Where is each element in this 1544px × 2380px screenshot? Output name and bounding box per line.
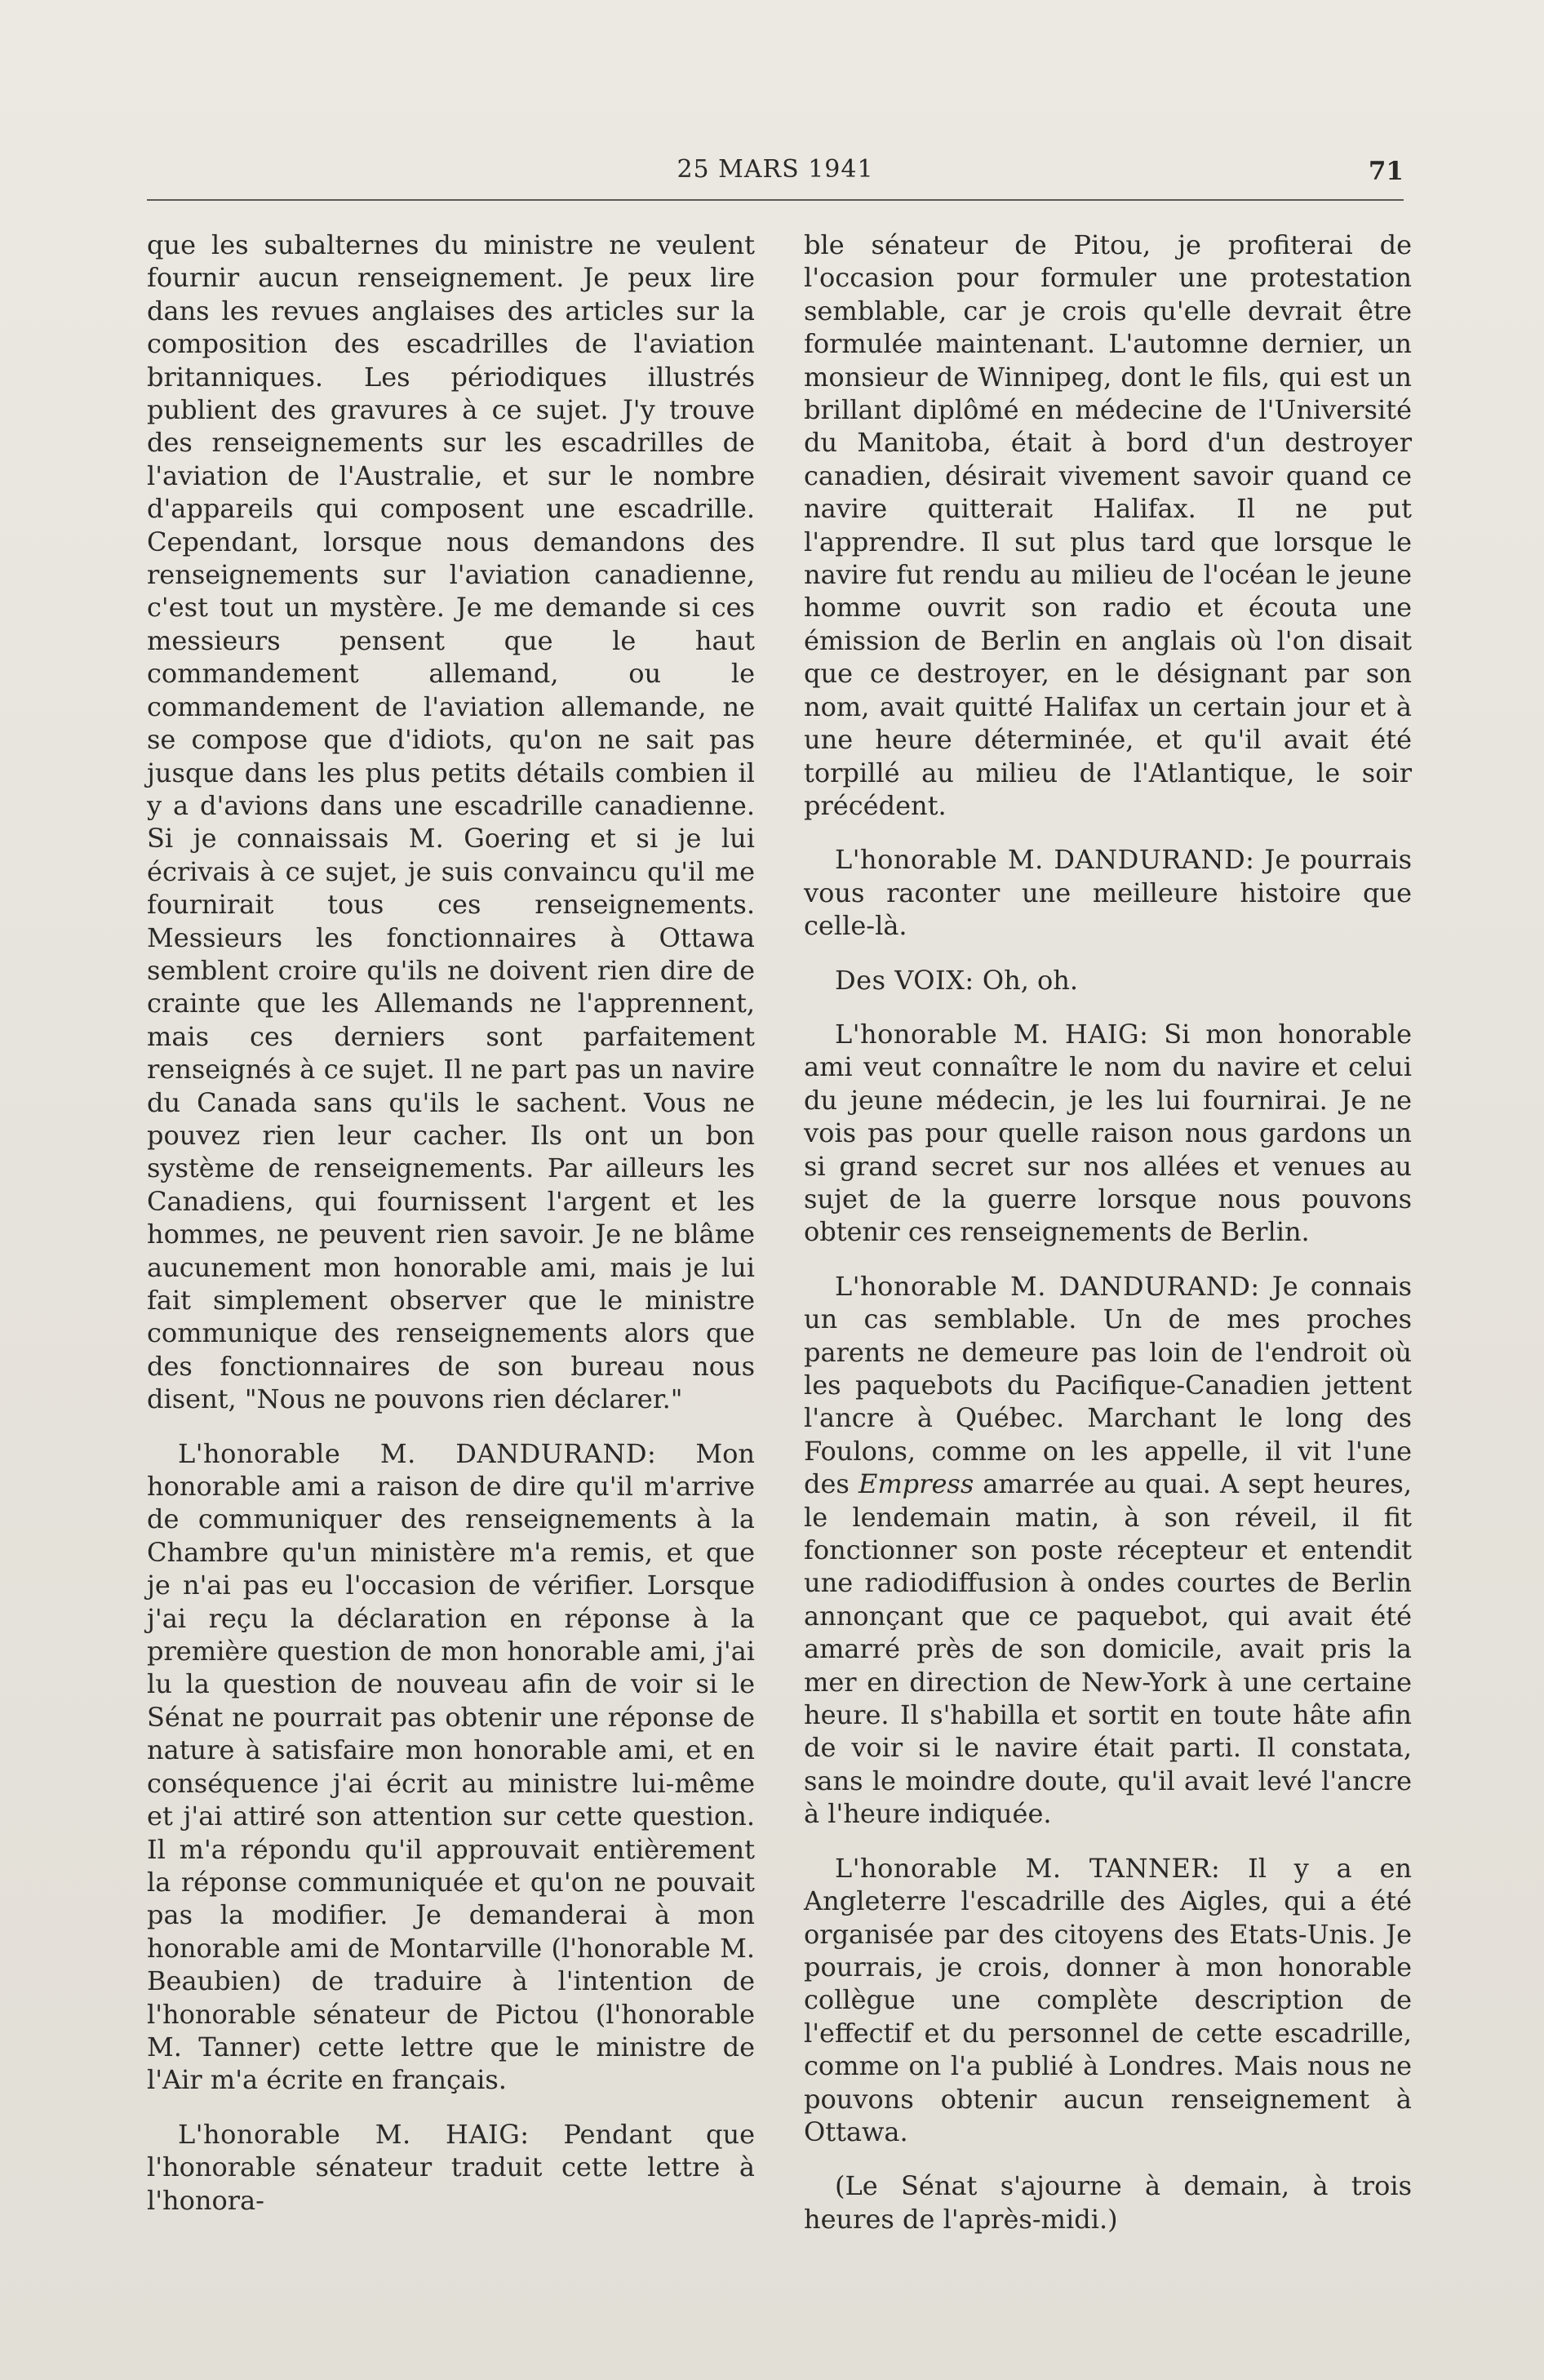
paragraph (804, 964, 1412, 997)
speech-text: Mon honorable ami a raison de dire qu'il m'arrive de communiquer des renseignements à la Chambre qu'un ministère m'a remis, et que je n'ai pas eu l'occasion de vérifier. Lorsque j'ai reçu la déclaration en réponse à la première question de mon honorable ami, j'ai lu la question de nouveau afin de voir si le Sénat ne pourrait pas obtenir une réponse de nature à satisfaire mon honorable ami, et en conséquence j'ai écrit au ministre lui-même et j'ai attiré son attention sur cette question. Il m'a répondu qu'il approuvait entièrement la réponse communiquée et qu'on ne pouvait pas la modifier. Je demanderai à mon honorable ami de Montarville (l'honorable M. Beaubien) de traduire à l'intention de l'honorable sénateur de Pictou (l'honorable M. Tanner) cette lettre que le ministre de l'Air m'a écrite en français. (147, 1437, 756, 2096)
paragraph (804, 1018, 1412, 1249)
speaker-name: L'honorable M. HAIG: (835, 1018, 1149, 1050)
paragraph: ble sénateur de Pitou, je profiterai de l'occasion pour formuler une protestation semblable, car je crois qu'elle devrait être formulée maintenant. L'automne dernier, un monsieur de Winnipeg, dont le fils, qui est un brillant diplômé en médecine de l'Université du Manitoba, était à bord d'un destroyer canadien, désirait vivement savoir quand ce navire quitterait Halifax. Il ne put l'apprendre. Il sut plus tard que lorsque le navire fut rendu au milieu de l'océan le jeune homme ouvrit son radio et écouta une émission de Berlin en anglais où l'on disait que ce destroyer, en le désignant par son nom, avait quitté Halifax un certain jour et à une heure déterminée, et qu'il avait été torpillé au milieu de l'Atlantique, le soir précédent. (804, 229, 1412, 821)
speaker-name: L'honorable M. TANNER: (835, 1852, 1221, 1884)
speech-text: Oh, oh. (974, 964, 1079, 996)
speaker-name: Des VOIX: (835, 964, 974, 996)
speaker-name: L'honorable M. HAIG: (178, 2118, 530, 2150)
paragraph (804, 1270, 1412, 1831)
paragraph (147, 2118, 755, 2217)
left-column (147, 229, 755, 2217)
ship-name-italic: Empress (858, 1468, 974, 1500)
paragraph (147, 1437, 755, 2097)
page-number: 71 (1368, 157, 1404, 186)
paragraph (804, 843, 1412, 942)
header-date: 25 MARS 1941 (677, 155, 874, 184)
speech-text: Si mon honorable ami veut connaître le nom du navire et celui du jeune médecin, je les lui fournirai. Je ne vois pas pour quelle raison nous gardons un si grand secret sur nos allées et venues au sujet de la guerre lorsque nous pouvons obtenir ces renseignements de Berlin. (804, 1018, 1413, 1248)
speaker-name: L'honorable M. DANDURAND: (178, 1437, 657, 1469)
speech-text: Je connais un cas semblable. Un de mes proches parents ne demeure pas loin de l'endroit où les paquebots du Pacifique-Canadien jettent l'ancre à Québec. Marchant le long des Foulons, comme on les appelle, il vit l'une des (804, 1270, 1413, 1500)
page-header (147, 155, 1404, 196)
speaker-name: L'honorable M. DANDURAND: (835, 844, 1255, 876)
paragraph: que les subalternes du ministre ne veulent fournir aucun renseignement. Je peux lire dans les revues anglaises des articles sur la composition des escadrilles de l'aviation britanniques. Les périodiques illustrés publient des gravures à ce sujet. J'y trouve des renseignements sur les escadrilles de l'aviation de l'Australie, et sur le nombre d'appareils qui composent une escadrille. Cependant, lorsque nous demandons des renseignements sur l'aviation canadienne, c'est tout un mystère. Je me demande si ces messieurs pensent que le haut commandement allemand, ou le commandement de l'aviation allemande, ne se compose que d'idiots, qu'on ne sait pas jusque dans les plus petits détails combien il y a d'avions dans une escadrille canadienne. Si je connaissais M. Goering et si je lui écrivais à ce sujet, je suis convaincu qu'il me fournirait tous ces renseignements. Messieurs les fonctionnaires à Ottawa semblent croire qu'ils ne doivent rien dire de crainte que les Allemands ne l'apprennent, mais ces derniers sont parfaitement renseignés à ce sujet. Il ne part pas un navire du Canada sans qu'ils le sachent. Vous ne pouvez rien leur cacher. Ils ont un bon système de renseignements. Par ailleurs les Canadiens, qui fournissent l'argent et les hommes, ne peuvent rien savoir. Je ne blâme aucunement mon honorable ami, mais je lui fait simplement observer que le ministre communique des renseignements alors que des fonctionnaires de son bureau nous disent, "Nous ne pouvons rien déclarer." (147, 229, 755, 1415)
right-column (804, 229, 1412, 2236)
speech-text: Pendant que l'honorable sénateur traduit cette lettre à l'honora- (147, 2118, 755, 2216)
speaker-name: L'honorable M. DANDURAND: (835, 1270, 1260, 1302)
header-rule (147, 199, 1404, 201)
speech-text: Il y a en Angleterre l'escadrille des Aigles, qui a été organisée par des citoyens des Etats-Unis. Je pourrais, je crois, donner à mon honorable collègue une complète description de l'effectif et du personnel de cette escadrille, comme on l'a publié à Londres. Mais nous ne pouvons obtenir aucun renseignement à Ottawa. (804, 1852, 1413, 2147)
speech-text: Je pourrais vous raconter une meilleure histoire que celle-là. (804, 844, 1412, 942)
paragraph (804, 1852, 1412, 2149)
speech-text: amarrée au quai. A sept heures, le lendemain matin, à son réveil, il fit fonctionner son poste récepteur et entendit une radiodiffusion à ondes courtes de Berlin annonçant que ce paquebot, qui avait été amarré près de son domicile, avait pris la mer en direction de New-York à une certaine heure. Il s'habilla et sortit en toute hâte afin de voir si le navire était parti. Il constata, sans le moindre doute, qu'il avait levé l'ancre à l'heure indiquée. (804, 1468, 1413, 1830)
adjournment-note: (Le Sénat s'ajourne à demain, à trois heures de l'après-midi.) (804, 2170, 1412, 2235)
